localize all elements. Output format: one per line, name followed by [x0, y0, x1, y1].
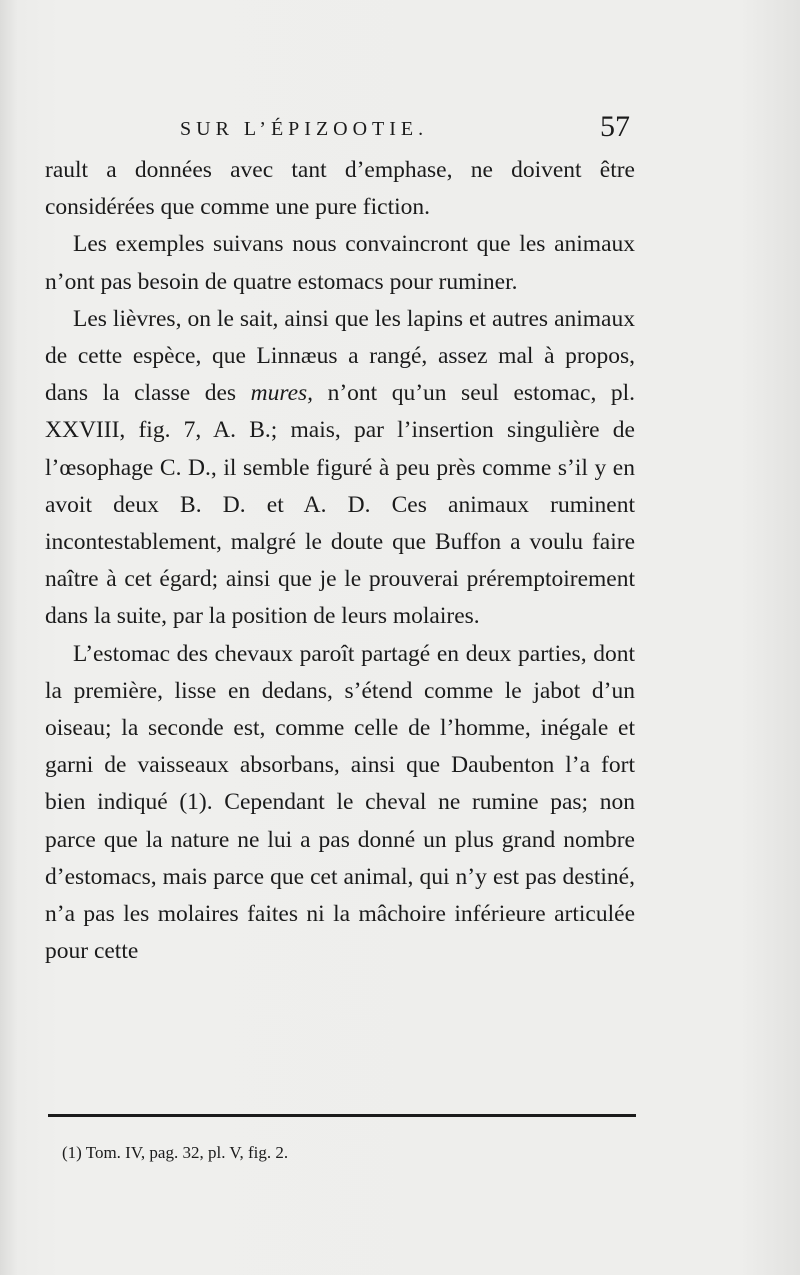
page-number: 57	[600, 110, 630, 143]
paragraph-1: rault a données avec tant d’emphase, ne doivent être considérées que comme une pure fiction.	[45, 157, 635, 221]
paragraph-3	[45, 301, 635, 636]
paragraph-2: Les exemples suivans nous convaincront que les animaux n’ont pas besoin de quatre estomacs pour ruminer.	[45, 231, 635, 295]
running-title: SUR L’ÉPIZOOTIE.	[180, 118, 429, 140]
italic-term: mures,	[250, 380, 314, 407]
paragraph-3-part-b: n’ont qu’un seul estomac, pl. XXVIII, fig. 7, A. B.; mais, par l’insertion singulière de l’œsophage C. D., il semble figuré à peu près comme s’il y en avoit deux B. D. et A. D. Ces animaux ruminent incontestablement, malgré le doute que Buffon a voulu faire naître à cet égard; ainsi que je le prouverai préremptoirement dans la suite, par la position de leurs molaires.	[45, 380, 635, 630]
footnote: (1) Tom. IV, pag. 32, pl. V, fig. 2.	[62, 1143, 289, 1162]
paragraph-3-part-a: Les lièvres, on le sait, ainsi que les lapins et autres animaux de cette espèce, que Linnæus a rangé, assez mal à propos, dans la classe des	[45, 305, 635, 407]
paragraph-4: L’estomac des chevaux paroît partagé en deux parties, dont la première, lisse en dedans, s’étend comme le jabot d’un oiseau; la seconde est, comme celle de l’homme, inégale et garni de vaisseaux absorbans, ainsi que Daubenton l’a fort bien indiqué (1). Cependant le cheval ne rumine pas; non parce que la nature ne lui a pas donné un plus grand nombre d’estomacs, mais parce que cet animal, qui n’y est pas destiné, n’a pas les molaires faites ni la mâchoire inférieure articulée pour cette	[45, 640, 635, 965]
footnote-rule	[48, 1114, 636, 1117]
body-text	[45, 152, 635, 970]
page-header	[180, 110, 630, 150]
